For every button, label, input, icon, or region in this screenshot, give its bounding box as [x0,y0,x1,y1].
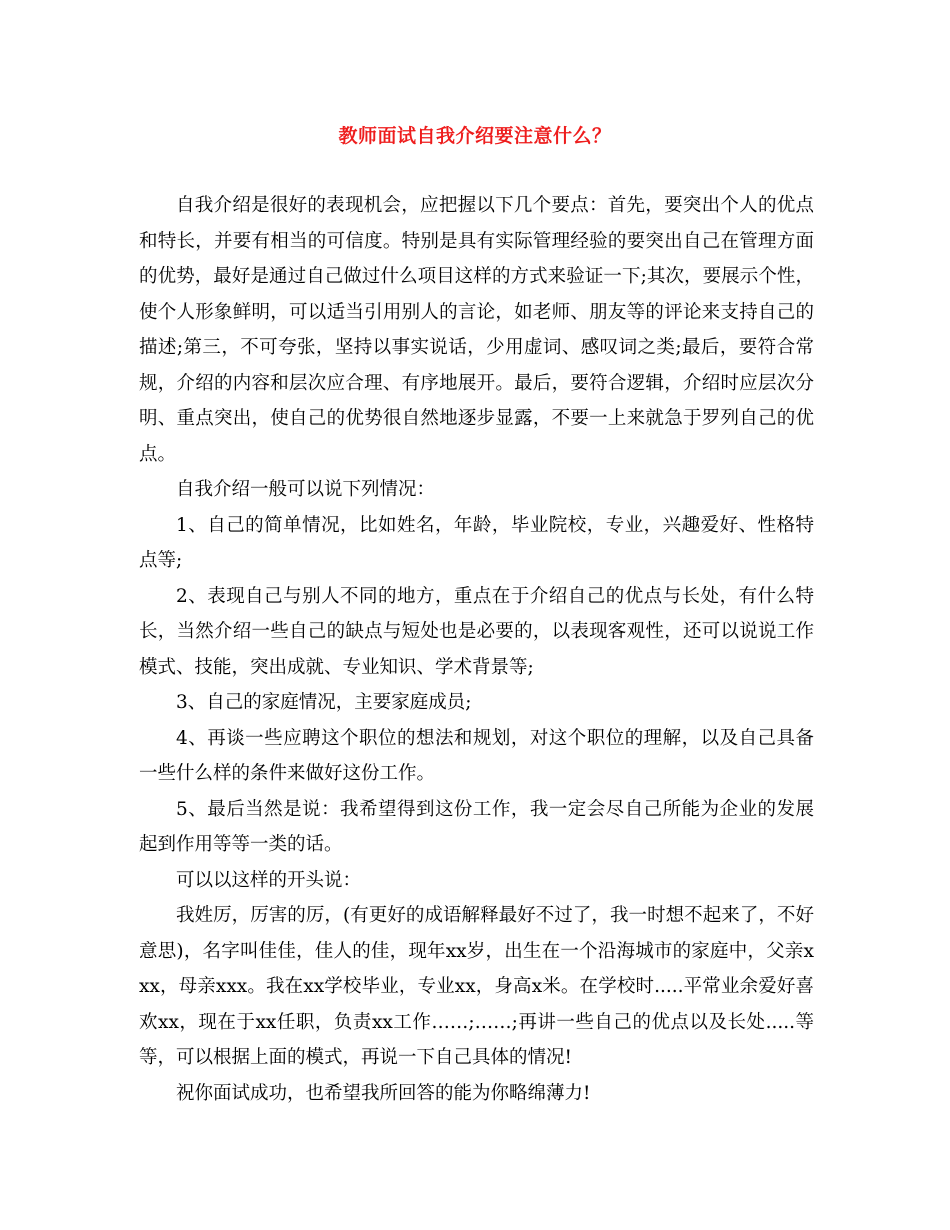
document-title: 教师面试自我介绍要注意什么？ [338,125,612,147]
list-item-3: 3、自己的家庭情况，主要家庭成员; [176,692,472,713]
list-item-1: 1、自己的简单情况，比如姓名，年龄，毕业院校，专业，兴趣爱好、性格特点等; [139,514,814,571]
paragraph-list-heading: 自我介绍一般可以说下列情况： [176,479,436,500]
list-item-4: 4、再谈一些应聘这个职位的想法和规划，对这个职位的理解，以及自己具备一些什么样的条件来做好这份工作。 [139,727,814,784]
paragraph-opening-heading: 可以以这样的开头说： [176,869,362,891]
paragraph-example: 我姓厉，厉害的厉，(有更好的成语解释最好不过了，我一时想不起来了，不好意思)，名字叫佳佳，佳人的佳，现年xx岁，出生在一个沿海城市的家庭中，父亲xxx，母亲xxx。我在xx学校毕业，专业xx，身高x米。在学校时.....平常业余爱好喜欢xx，现在于xx任职，负责xx工作……;……;再讲一些自己的优点以及长处.....等等，可以根据上面的模式，再说一下自己具体的情况! [139,905,814,1068]
document-body [139,188,814,1111]
list-item-2: 2、表现自己与别人不同的地方，重点在于介绍自己的优点与长处，有什么特长，当然介绍一些自己的缺点与短处也是必要的，以表现客观性，还可以说说工作模式、技能，突出成就、专业知识、学术背景等; [139,585,814,678]
paragraph-intro: 自我介绍是很好的表现机会，应把握以下几个要点：首先，要突出个人的优点和特长，并要有相当的可信度。特别是具有实际管理经验的要突出自己在管理方面的优势，最好是通过自己做过什么项目这样的方式来验证一下;其次，要展示个性，使个人形象鲜明，可以适当引用别人的言论，如老师、朋友等的评论来支持自己的描述;第三，不可夸张，坚持以事实说话，少用虚词、感叹词之类;最后，要符合常规，介绍的内容和层次应合理、有序地展开。最后，要符合逻辑，介绍时应层次分明、重点突出，使自己的优势很自然地逐步显露，不要一上来就急于罗列自己的优点。 [139,195,814,465]
list-item-5: 5、最后当然是说：我希望得到这份工作，我一定会尽自己所能为企业的发展起到作用等等一类的话。 [139,798,814,855]
paragraph-closing: 祝你面试成功，也希望我所回答的能为你略绵薄力! [176,1082,591,1104]
